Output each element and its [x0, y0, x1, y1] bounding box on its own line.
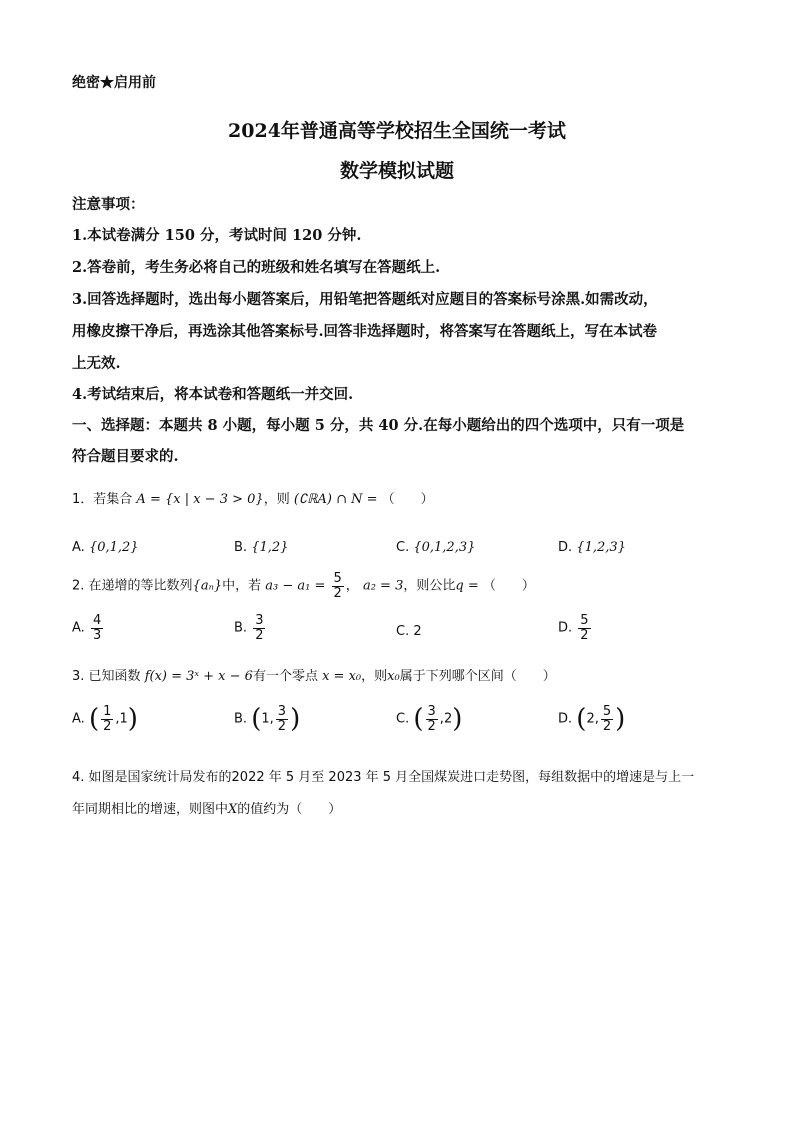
question-1 [72, 488, 434, 507]
note-item-3: 3.回答选择题时，选出每小题答案后，用铅笔把答题纸对应题目的答案标号涂黑.如需改动， [72, 291, 658, 308]
q3-prefix: 3. 已知函数 [72, 669, 141, 684]
q2-expr1: a₃ − a₁ = [265, 578, 326, 594]
note-item-2: 2.答卷前，考生务必将自己的班级和姓名填写在答题纸上. [72, 259, 441, 276]
q1-set: A = {x | x − 3 > 0} [136, 492, 264, 507]
q2-prefix: 2. 在递增的等比数列 [72, 578, 193, 594]
q1-option-d[interactable]: D. {1,2,3} [558, 540, 626, 555]
q2-tail: （ ） [482, 578, 535, 594]
q3-function: f(x) = 3ˣ + x − 6 [144, 669, 253, 684]
note-item-4: 4.考试结束后，将本试卷和答题纸一并交回. [72, 386, 354, 403]
q3-mid2: ，则 [361, 669, 388, 684]
q1-expr: (∁ℝA) ∩ N = [293, 492, 378, 507]
section-heading-cont: 符合题目要求的. [72, 448, 179, 465]
note-item-3-end: 上无效. [72, 355, 121, 372]
exam-subtitle: 数学模拟试题 [339, 160, 454, 182]
q2-option-d[interactable]: D. $\frac{5}{2}$ [558, 613, 589, 643]
q1-option-c[interactable]: C. {0,1,2,3} [396, 540, 476, 555]
q3-tail: 属于下列哪个区间（ ） [399, 669, 556, 684]
q4-text-a: 年同期相比的增速，则图中 [72, 802, 229, 817]
q2-mid1: 中，若 [222, 578, 262, 594]
exam-title: 2024年普通高等学校招生全国统一考试 [228, 120, 566, 142]
q2-fraction: $\frac{5}{2}$ [333, 571, 342, 601]
q1-mid: ，则 [263, 492, 290, 507]
question-4-cont [72, 798, 341, 817]
q3-x0: x₀ [387, 669, 400, 684]
q1-option-b[interactable]: B. {1,2} [234, 540, 289, 555]
note-item-1: 1.本试卷满分 150 分，考试时间 120 分钟. [72, 227, 362, 244]
q3-option-b[interactable]: B. (1, $\frac{3}{2}$ ) [234, 703, 301, 734]
question-4: 4. 如图是国家统计局发布的2022 年 5 月至 2023 年 5 月全国煤炭进口走势图，每组数据中的增速是与上一 [72, 770, 695, 785]
notes-heading: 注意事项： [72, 196, 145, 213]
q2-seq: {aₙ} [192, 578, 223, 594]
note-item-3-cont: 用橡皮擦干净后，再选涂其他答案标号.回答非选择题时，将答案写在答题纸上，写在本试卷 [72, 323, 658, 340]
q1-prefix: 1．若集合 [72, 492, 133, 507]
q4-x: X [228, 802, 238, 817]
section-heading: 一、选择题：本题共 8 小题，每小题 5 分，共 40 分.在每小题给出的四个选项中，只有一项是 [72, 417, 685, 434]
q3-mid: 有一个零点 [252, 669, 318, 684]
question-3 [72, 665, 556, 684]
confidential-mark: 绝密★启用前 [72, 75, 156, 91]
q2-expr2: a₂ = 3 [362, 578, 404, 594]
q1-tail: （ ） [381, 492, 434, 507]
q2-q: q = [455, 578, 479, 594]
q4-text-b: 的值约为（ ） [237, 802, 342, 817]
q2-option-a[interactable]: A. $\frac{4}{3}$ [72, 613, 102, 643]
q2-mid3: ，则公比 [403, 578, 456, 594]
q3-option-a[interactable]: A. ( $\frac{1}{2}$ ,1) [72, 703, 138, 734]
q3-zero: x = x₀ [322, 669, 362, 684]
q2-option-b[interactable]: B. $\frac{3}{2}$ [234, 613, 264, 643]
q2-option-c[interactable]: C. 2 [396, 624, 422, 639]
q3-option-d[interactable]: D. (2, $\frac{5}{2}$ ) [558, 703, 626, 734]
q2-mid2: ， [345, 578, 359, 594]
q3-option-c[interactable]: C. ( $\frac{3}{2}$ ,2) [396, 703, 463, 734]
q1-option-a[interactable]: A. {0,1,2} [72, 540, 139, 555]
question-2 [72, 572, 535, 600]
